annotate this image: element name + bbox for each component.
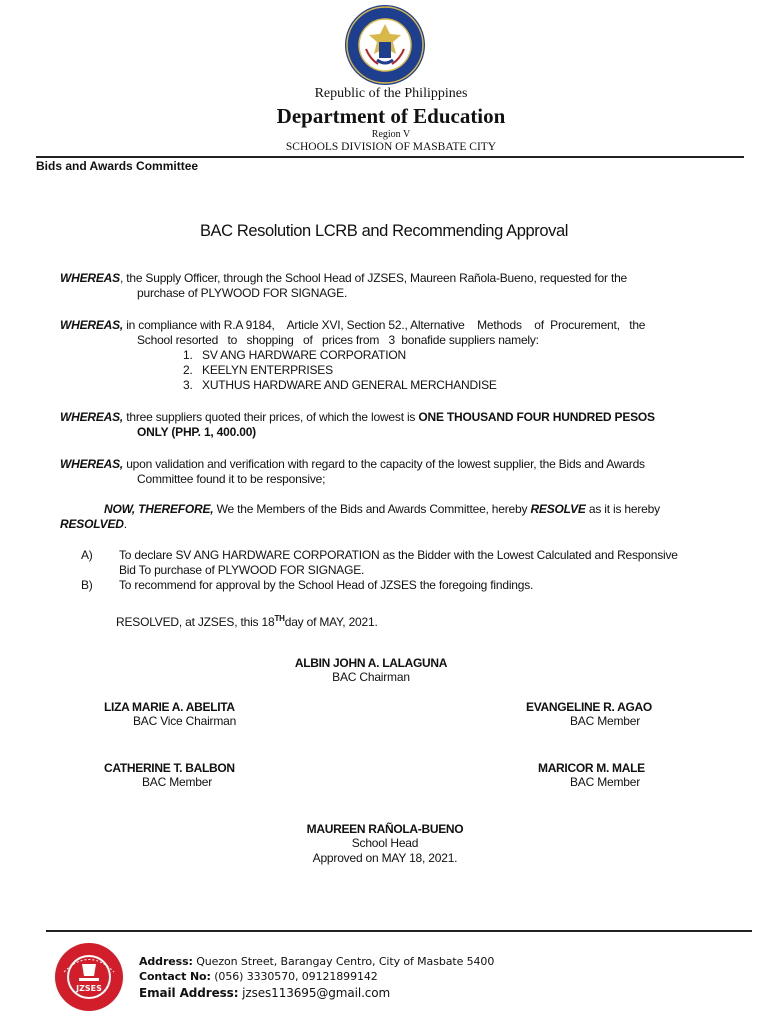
item-b-text: To recommend for approval by the School Head of JZSES the foregoing findings. xyxy=(119,578,534,592)
resolved-at: RESOLVED, at JZSES, this 18THday of MAY, 2021. xyxy=(116,614,378,629)
member-3-name: MARICOR M. MALE xyxy=(538,761,645,775)
deped-seal xyxy=(344,4,426,86)
footer-address: Address: Quezon Street, Barangay Centro, City of Masbate 5400 xyxy=(139,955,495,968)
supplier-2: 2. KEELYN ENTERPRISES xyxy=(183,363,333,377)
now-therefore: NOW, THEREFORE, We the Members of the Bids and Awards Committee, hereby RESOLVE as it is hereby xyxy=(104,502,660,516)
supplier-1: 1. SV ANG HARDWARE CORPORATION xyxy=(183,348,406,362)
supplier-3: 3. XUTHUS HARDWARE AND GENERAL MERCHANDISE xyxy=(183,378,497,392)
member-3-role: BAC Member xyxy=(570,775,641,789)
footer-email: Email Address: jzses113695@gmail.com xyxy=(139,986,391,1000)
resolved-line: RESOLVED. xyxy=(60,517,127,531)
item-a-label: A) xyxy=(81,548,93,562)
division-line: SCHOOLS DIVISION OF MASBATE CITY xyxy=(285,141,497,153)
footer-divider xyxy=(46,930,752,932)
item-a-text-2: Bid To purchase of PLYWOOD FOR SIGNAGE. xyxy=(119,563,365,577)
vice-chairman-role: BAC Vice Chairman xyxy=(133,714,237,728)
item-a-text: To declare SV ANG HARDWARE CORPORATION as the Bidder with the Lowest Calculated and Responsive xyxy=(119,548,678,562)
region-line: Region V xyxy=(371,129,411,140)
whereas-1-line2: purchase of PLYWOOD FOR SIGNAGE. xyxy=(137,286,348,300)
chairman-name: ALBIN JOHN A. LALAGUNA xyxy=(294,656,448,670)
whereas-2-line2: School resorted to shopping of prices from 3 bonafide suppliers namely: xyxy=(137,333,539,347)
school-logo-icon xyxy=(54,942,124,1012)
lowest-amount: ONE THOUSAND FOUR HUNDRED PESOS xyxy=(418,410,655,424)
resolution-title: BAC Resolution LCRB and Recommending Approval xyxy=(199,222,569,240)
whereas-4: WHEREAS, upon validation and verification with regard to the capacity of the lowest supplier, the Bids and Awards xyxy=(60,457,645,471)
whereas-1 xyxy=(60,271,674,286)
school-head-name: MAUREEN RAÑOLA-BUENO xyxy=(306,822,464,836)
header-divider xyxy=(36,156,744,158)
whereas-label: WHEREAS, xyxy=(60,410,124,424)
department-title: Department of Education xyxy=(276,104,506,128)
whereas-label: WHEREAS, xyxy=(60,457,124,471)
footer-contact: Contact No: (056) 3330570, 09121899142 xyxy=(139,970,378,983)
school-logo xyxy=(54,942,124,1012)
whereas-2 xyxy=(60,318,674,333)
school-logo-text: JZSES xyxy=(76,984,102,993)
whereas-4-line2: Committee found it to be responsive; xyxy=(137,472,326,486)
whereas-3: WHEREAS, three suppliers quoted their prices, of which the lowest is ONE THOUSAND FOUR HUNDRED PESOS xyxy=(60,410,655,424)
committee-label: Bids and Awards Committee xyxy=(36,159,199,173)
member-2-role: BAC Member xyxy=(142,775,213,789)
school-head-role: School Head xyxy=(351,836,419,850)
whereas-label: WHEREAS, xyxy=(60,318,124,332)
resolve-word: RESOLVE xyxy=(530,502,586,516)
member-2-name: CATHERINE T. BALBON xyxy=(104,761,235,775)
whereas-label: WHEREAS xyxy=(60,271,120,285)
vice-chairman-name: LIZA MARIE A. ABELITA xyxy=(104,700,235,714)
item-b-label: B) xyxy=(81,578,93,592)
lowest-amount-line2: ONLY (PHP. 1, 400.00) xyxy=(137,425,256,439)
member-1-name: EVANGELINE R. AGAO xyxy=(526,700,652,714)
chairman-role: BAC Chairman xyxy=(332,670,410,684)
republic-line: Republic of the Philippines xyxy=(314,86,468,101)
approved-date: Approved on MAY 18, 2021. xyxy=(312,851,458,865)
member-1-role: BAC Member xyxy=(570,714,641,728)
whereas-1-text: , the Supply Officer, through the School Head of JZSES, Maureen Rañola-Bueno, requested for the xyxy=(119,271,628,285)
deped-seal-icon xyxy=(344,4,426,86)
whereas-2-text: in compliance with R.A 9184, Article XVI, Section 52., Alternative Methods of Procurement, the xyxy=(123,318,646,332)
